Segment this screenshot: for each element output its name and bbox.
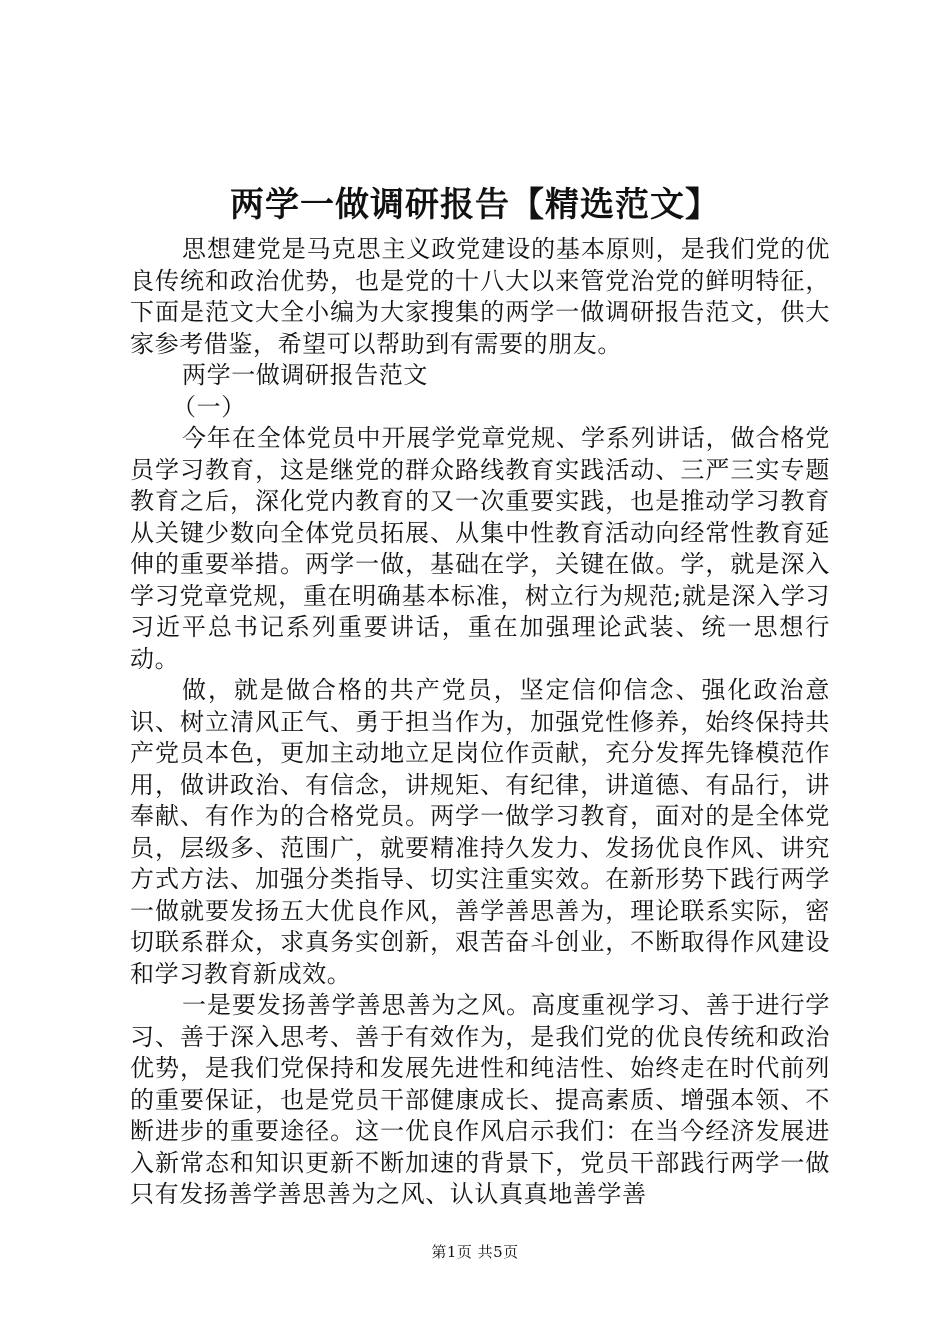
body-paragraph-3: 一是要发扬善学善思善为之风。高度重视学习、善于进行学习、善于深入思考、善于有效作为，是我们党的优良传统和政治优势，是我们党保持和发展先进性和纯洁性、始终走在时代前列的重要保证，也是党员干部健康成长、提高素质、增强本领、不断进步的重要途径。这一优良作风启示我们：在当今经济发展进入新常态和知识更新不断加速的背景下，党员干部践行两学一做只有发扬善学善思善为之风、认认真真地善学善 [130,991,830,1208]
section-heading: 两学一做调研报告范文 [182,361,428,389]
intro-paragraph: 思想建党是马克思主义政党建设的基本原则，是我们党的优良传统和政治优势，也是党的十八大以来管党治党的鲜明特征，下面是范文大全小编为大家搜集的两学一做调研报告范文，供大家参考借鉴，希望可以帮助到有需要的朋友。 [130,235,830,358]
body-paragraph-1: 今年在全体党员中开展学党章党规、学系列讲话，做合格党员学习教育，这是继党的群众路线教育实践活动、三严三实专题教育之后，深化党内教育的又一次重要实践，也是推动学习教育从关键少数向全体党员拓展、从集中性教育活动向经常性教育延伸的重要举措。两学一做，基础在学，关键在做。学，就是深入学习党章党规，重在明确基本标准，树立行为规范;就是深入学习习近平总书记系列重要讲话，重在加强理论武装、统一思想行动。 [130,424,830,673]
document-title: 两学一做调研报告【精选范文】 [230,185,720,225]
page-footer: 第1页 共5页 [431,1243,519,1261]
document-body [130,234,830,1211]
section-number: （一） [172,392,246,421]
body-paragraph-2: 做，就是做合格的共产党员，坚定信仰信念、强化政治意识、树立清风正气、勇于担当作为，加强党性修养，始终保持共产党员本色，更加主动地立足岗位作贡献，充分发挥先锋模范作用，做讲政治、有信念，讲规矩、有纪律，讲道德、有品行，讲奉献、有作为的合格党员。两学一做学习教育，面对的是全体党员，层级多、范围广，就要精准持久发力、发扬优良作风、讲究方式方法、加强分类指导、切实注重实效。在新形势下践行两学一做就要发扬五大优良作风，善学善思善为，理论联系实际，密切联系群众，求真务实创新，艰苦奋斗创业，不断取得作风建设和学习教育新成效。 [130,676,830,988]
